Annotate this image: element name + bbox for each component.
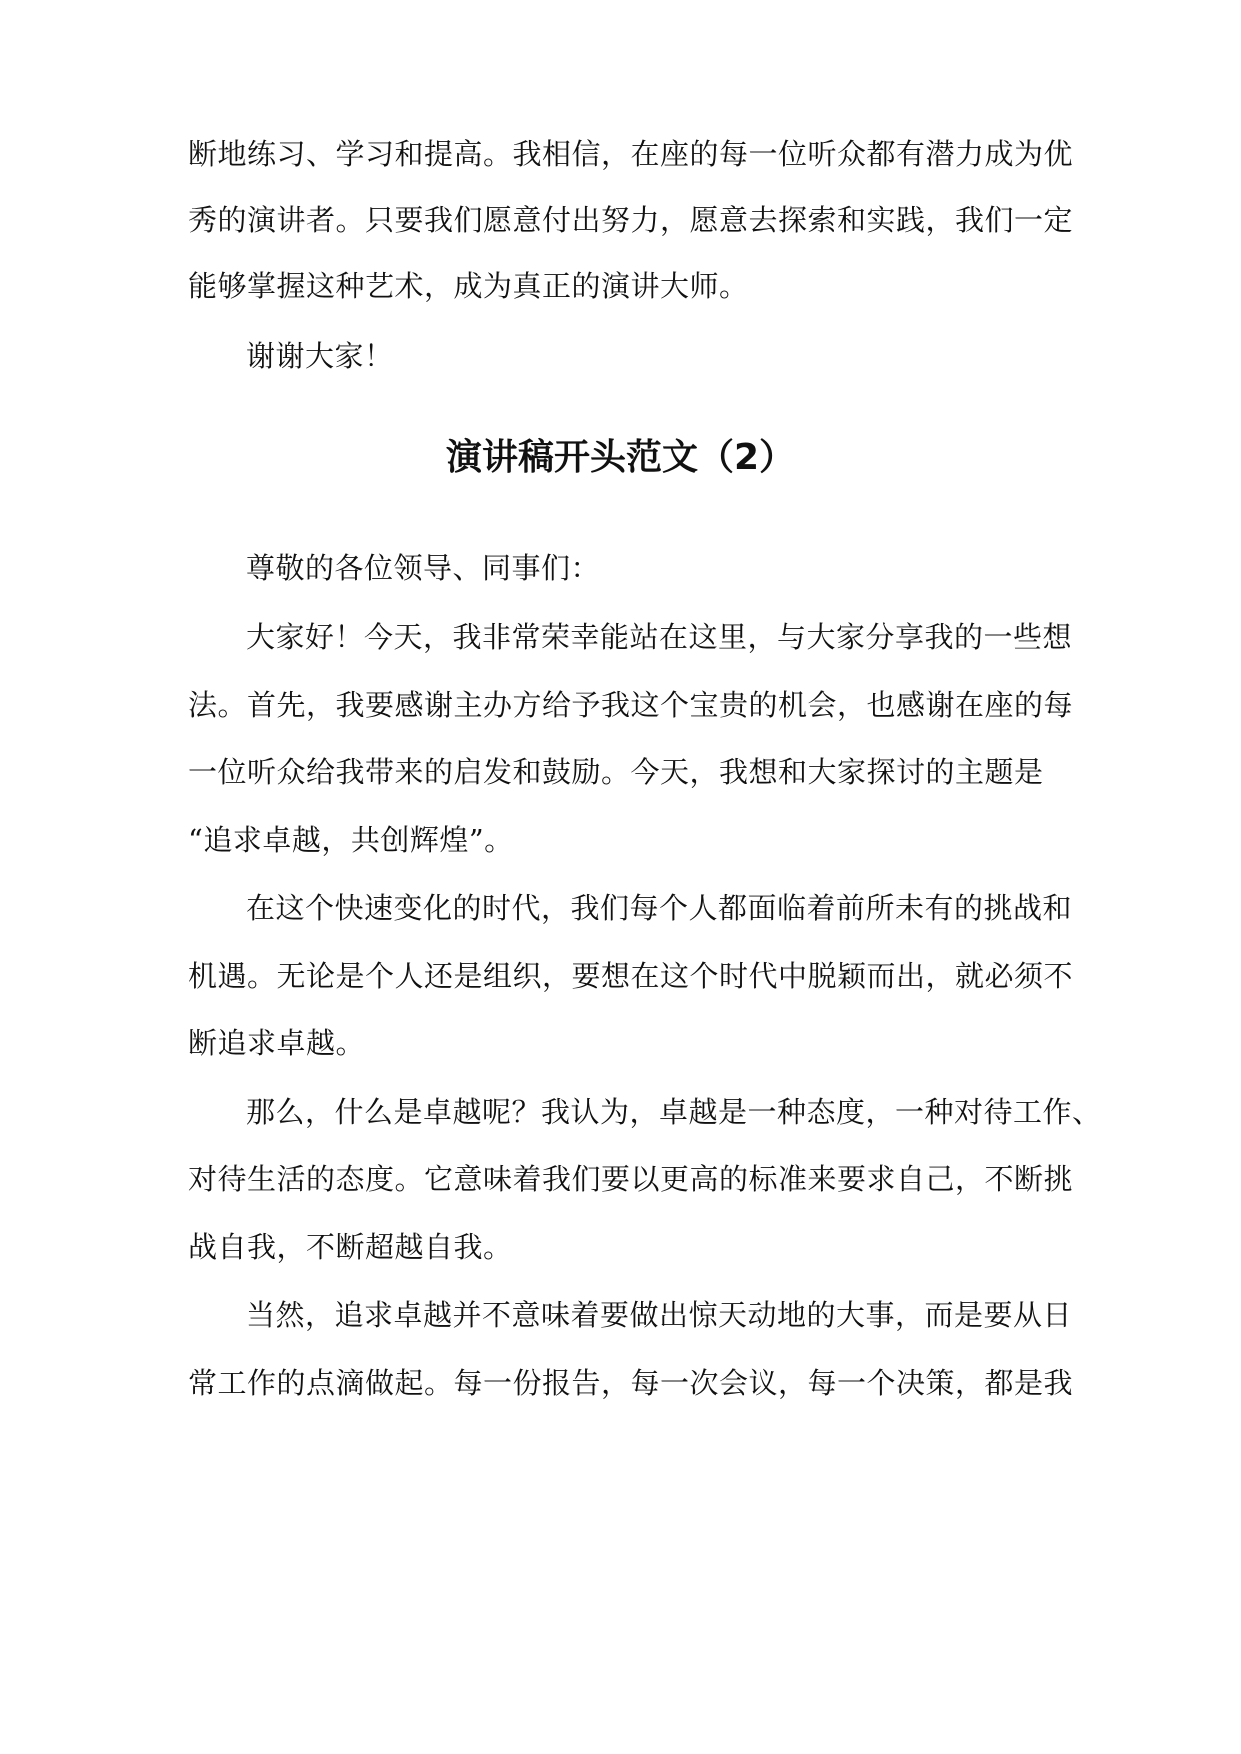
closing-line: 谢谢大家！ [246, 339, 394, 373]
text-line: 当然，追求卓越并不意味着要做出惊天动地的大事，而是要从日 [246, 1298, 1073, 1332]
text-line: 在这个快速变化的时代，我们每个人都面临着前所未有的挑战和 [246, 891, 1073, 925]
section-title: 演讲稿开头范文（2） [445, 437, 796, 478]
text-line: 对待生活的态度。它意味着我们要以更高的标准来要求自己，不断挑 [188, 1162, 1074, 1196]
text-line: 秀的演讲者。只要我们愿意付出努力，愿意去探索和实践，我们一定 [188, 203, 1074, 237]
text-line: 法。首先，我要感谢主办方给予我这个宝贵的机会，也感谢在座的每 [188, 688, 1074, 722]
text-line: 大家好！今天，我非常荣幸能站在这里，与大家分享我的一些想 [246, 620, 1073, 654]
text-line: 那么，什么是卓越呢？我认为，卓越是一种态度，一种对待工作、 [246, 1095, 1102, 1129]
text-line: “追求卓越，共创辉煌”。 [188, 823, 514, 857]
greeting-line: 尊敬的各位领导、同事们： [246, 551, 601, 585]
text-line: 常工作的点滴做起。每一份报告，每一次会议，每一个决策，都是我 [188, 1366, 1074, 1400]
text-line: 机遇。无论是个人还是组织，要想在这个时代中脱颖而出，就必须不 [188, 959, 1074, 993]
text-line: 断追求卓越。 [188, 1026, 366, 1060]
text-line: 战自我，不断超越自我。 [188, 1230, 513, 1264]
text-line: 能够掌握这种艺术，成为真正的演讲大师。 [188, 269, 749, 303]
text-line: 一位听众给我带来的启发和鼓励。今天，我想和大家探讨的主题是 [188, 755, 1044, 789]
text-line: 断地练习、学习和提高。我相信，在座的每一位听众都有潜力成为优 [188, 137, 1074, 171]
